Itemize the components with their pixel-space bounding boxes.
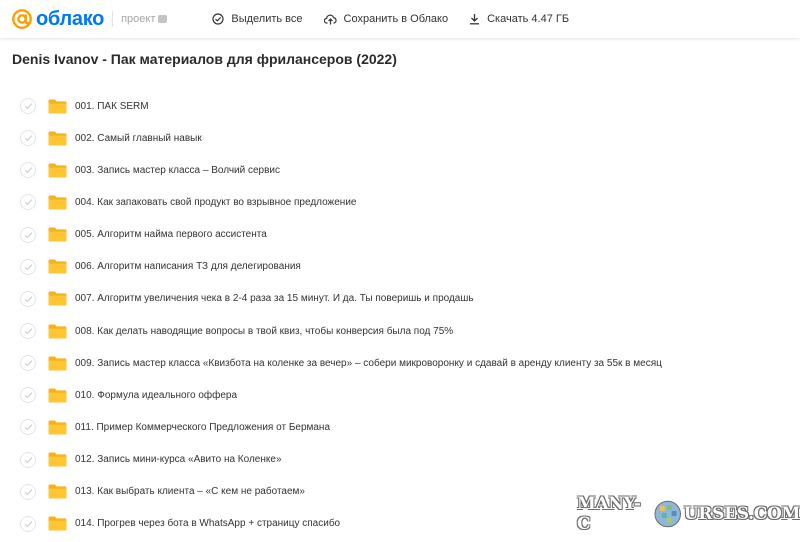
folder-name: 005. Алгоритм найма первого ассистента <box>75 229 267 241</box>
select-checkbox[interactable] <box>20 387 36 403</box>
checkmark-icon <box>24 391 33 399</box>
select-checkbox[interactable] <box>20 98 36 114</box>
folder-icon <box>48 452 67 467</box>
folder-row[interactable] <box>0 251 800 283</box>
folder-row[interactable] <box>0 411 800 443</box>
project-text: проект <box>121 13 156 25</box>
select-checkbox[interactable] <box>20 162 36 178</box>
folder-row[interactable] <box>0 154 800 186</box>
folder-row[interactable] <box>0 283 800 315</box>
select-checkbox[interactable] <box>20 130 36 146</box>
checkmark-icon <box>24 198 33 206</box>
folder-name: 004. Как запаковать свой продукт во взрывное предложение <box>75 196 357 208</box>
folder-row[interactable] <box>0 219 800 251</box>
folder-icon <box>48 227 67 242</box>
folder-icon <box>48 163 67 178</box>
project-label <box>112 11 167 27</box>
folder-icon <box>48 259 67 274</box>
checkmark-icon <box>24 423 33 431</box>
checkmark-icon <box>24 327 33 335</box>
folder-name: 014. Прогрев через бота в WhatsApp + страницу спасибо <box>75 518 341 530</box>
folder-name: 006. Алгоритм написания ТЗ для делегирования <box>75 261 301 273</box>
toolbar-actions <box>212 13 590 25</box>
check-circle-icon <box>212 13 224 25</box>
folder-name: 008. Как делать наводящие вопросы в твой квиз, чтобы конверсия была под 75% <box>75 325 454 337</box>
folder-icon <box>48 99 67 114</box>
cloud-upload-icon <box>324 13 337 25</box>
select-checkbox[interactable] <box>20 259 36 275</box>
checkmark-icon <box>24 231 33 239</box>
select-checkbox[interactable] <box>20 227 36 243</box>
folder-icon <box>48 131 67 146</box>
select-all-button[interactable] <box>212 13 302 25</box>
checkmark-icon <box>24 166 33 174</box>
folder-icon <box>48 484 67 499</box>
cloud-logo[interactable] <box>11 8 104 31</box>
globe-logo-icon <box>653 499 682 529</box>
select-checkbox[interactable] <box>20 355 36 371</box>
select-checkbox[interactable] <box>20 516 36 532</box>
logo-text: облако <box>36 7 105 30</box>
folder-name: 010. Формула идеального оффера <box>75 389 238 401</box>
select-checkbox[interactable] <box>20 419 36 435</box>
select-checkbox[interactable] <box>20 194 36 210</box>
folder-row[interactable] <box>0 444 800 476</box>
watermark-text-right: URSES.COM <box>683 504 800 524</box>
folder-name: 013. Как выбрать клиента – «С кем не работаем» <box>75 486 305 498</box>
folder-name: 007. Алгоритм увеличения чека в 2-4 раза за 15 минут. И да. Ты поверишь и продашь <box>75 293 474 305</box>
at-sign-logo-icon <box>11 8 33 30</box>
download-label: Скачать 4.47 ГБ <box>487 13 570 25</box>
checkmark-icon <box>24 102 33 110</box>
folder-icon <box>48 195 67 210</box>
download-icon <box>469 13 480 25</box>
top-toolbar <box>0 0 800 38</box>
folder-row[interactable] <box>0 379 800 411</box>
folder-name: 011. Пример Коммерческого Предложения от Бермана <box>75 421 331 433</box>
watermark-text-left: MANY-C <box>577 494 641 534</box>
select-checkbox[interactable] <box>20 323 36 339</box>
checkmark-icon <box>24 456 33 464</box>
checkmark-icon <box>24 520 33 528</box>
select-checkbox[interactable] <box>20 452 36 468</box>
folder-row[interactable] <box>0 347 800 379</box>
folder-icon <box>48 291 67 306</box>
watermark <box>577 494 800 534</box>
select-checkbox[interactable] <box>20 291 36 307</box>
page-title: Denis Ivanov - Пак материалов для фрилансеров (2022) <box>12 51 397 67</box>
select-all-label: Выделить все <box>231 13 303 25</box>
folder-name: 012. Запись мини-курса «Авито на Коленке» <box>75 454 282 466</box>
checkmark-icon <box>24 263 33 271</box>
checkmark-icon <box>24 359 33 367</box>
folder-row[interactable] <box>0 315 800 347</box>
folder-name: 002. Самый главный навык <box>75 132 202 144</box>
download-button[interactable] <box>469 13 569 25</box>
folder-name: 003. Запись мастер класса – Волчий сервис <box>75 164 281 176</box>
folder-icon <box>48 420 67 435</box>
folder-icon <box>48 356 67 371</box>
checkmark-icon <box>24 134 33 142</box>
folder-row[interactable] <box>0 122 800 154</box>
folder-icon <box>48 388 67 403</box>
save-to-cloud-label: Сохранить в Облако <box>343 13 449 25</box>
checkmark-icon <box>24 488 33 496</box>
save-to-cloud-button[interactable] <box>324 13 449 25</box>
folder-icon <box>48 516 67 531</box>
checkmark-icon <box>24 295 33 303</box>
folder-icon <box>48 324 67 339</box>
folder-name: 001. ПАК SERM <box>75 100 149 112</box>
project-badge-icon <box>158 15 167 23</box>
folder-name: 009. Запись мастер класса «Квизбота на коленке за вечер» – собери микроворонку и сдавай в аренду клиенту за 55к в месяц <box>75 357 662 369</box>
select-checkbox[interactable] <box>20 484 36 500</box>
folder-row[interactable] <box>0 186 800 218</box>
folder-list <box>0 90 800 540</box>
folder-row[interactable] <box>0 90 800 122</box>
